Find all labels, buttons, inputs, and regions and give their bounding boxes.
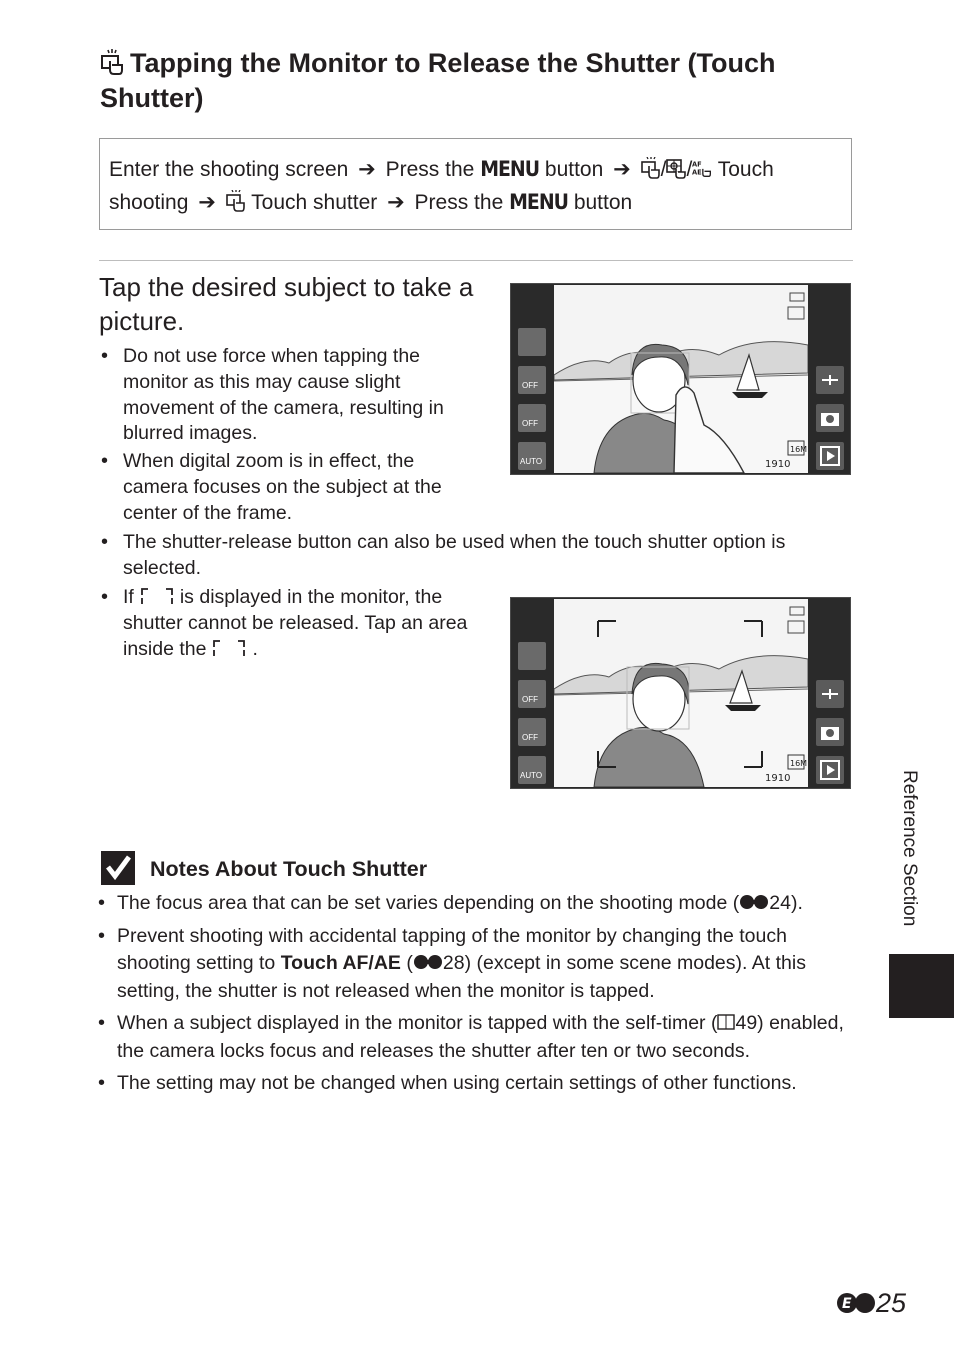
notes-list (97, 890, 862, 1103)
image-size-text: 16M (790, 759, 808, 768)
book-reference-icon (717, 1014, 735, 1030)
section-divider (99, 260, 853, 261)
touch-shutter-icon (226, 190, 246, 212)
nav-text: button (573, 191, 633, 214)
list-item: • The focus area that can be set varies depending on the shooting mode ( 24). (97, 890, 862, 918)
step-heading: Tap the desired subject to take a picture. (99, 272, 474, 336)
list-item: • Do not use force when tapping the monitor as this may cause slight movement of the camera, resulting in blurred images. (100, 344, 465, 447)
slider-icon (816, 366, 844, 394)
focus-brackets-icon (212, 639, 246, 657)
section-tab (889, 954, 954, 1018)
list-item: • If is displayed in the monitor, the shutter cannot be released. Tap an area inside the . (100, 585, 475, 662)
svg-text:E: E (842, 1296, 852, 1312)
list-item: • When a subject displayed in the monitor is tapped with the self-timer ( 49) enabled, the camera locks focus and releases the shutter after ten or two seconds. (97, 1010, 862, 1065)
shots-remaining-text: 1910 (765, 773, 791, 784)
arrow-right-icon: ➔ (387, 191, 405, 214)
slider-icon (816, 680, 844, 708)
arrow-right-icon: ➔ (198, 191, 216, 214)
live-view (554, 285, 808, 473)
step-bullets (100, 585, 475, 664)
list-item: • Prevent shooting with accidental tapping of the monitor by changing the touch shooting setting to Touch AF/AE ( 28) (except in some scene modes). At this setting, the shutter is not released when the monitor is tapped. (97, 923, 862, 1006)
side-section-label: Reference Section (899, 770, 920, 927)
image-size-text: 16M (790, 445, 808, 454)
reference-section-icon (739, 894, 769, 910)
reference-section-icon (836, 1292, 876, 1314)
flash-mode-button[interactable]: AUTO (518, 442, 546, 470)
scene-illustration (554, 285, 808, 473)
exposure-compensation-button[interactable] (518, 642, 546, 670)
svg-text:AF: AF (692, 160, 702, 169)
playback-button[interactable] (816, 756, 844, 784)
focus-brackets-icon (140, 587, 174, 605)
arrow-right-icon: ➔ (613, 158, 631, 181)
nav-text: shooting (109, 191, 189, 214)
play-icon (816, 442, 844, 470)
menu-path-box (99, 138, 852, 230)
macro-mode-button[interactable]: OFF (518, 366, 546, 394)
camera-monitor-illustration (510, 597, 851, 789)
shooting-mode-button[interactable] (816, 718, 844, 746)
touch-shutter-icon (641, 157, 661, 179)
list-item: • The shutter-release button can also be used when the touch shutter option is selected. (100, 530, 830, 582)
title-text: Tapping the Monitor to Release the Shutter (Touch Shutter) (100, 48, 776, 113)
step-bullets (100, 344, 465, 529)
subject-tracking-icon (666, 157, 686, 179)
playback-button[interactable] (816, 442, 844, 470)
nav-separator: / (686, 158, 693, 181)
shots-remaining-text: 1910 (765, 459, 791, 470)
exposure-compensation-button[interactable] (518, 328, 546, 356)
macro-mode-button[interactable]: OFF (518, 680, 546, 708)
nav-text: button (544, 158, 604, 181)
nav-text: Press the (414, 191, 504, 214)
nav-text: Enter the shooting screen (109, 158, 349, 181)
self-timer-button[interactable]: OFF (518, 404, 546, 432)
slider-button[interactable] (816, 680, 844, 708)
nav-text: Touch shutter (251, 191, 378, 214)
list-item: • When digital zoom is in effect, the camera focuses on the subject at the center of the frame. (100, 449, 465, 526)
live-view (554, 599, 808, 787)
touch-af-ae-icon (692, 157, 712, 179)
svg-text:AE: AE (692, 168, 702, 177)
notes-heading: Notes About Touch Shutter (150, 857, 428, 881)
camera-icon (816, 718, 844, 746)
list-item: • The setting may not be changed when using certain settings of other functions. (97, 1070, 862, 1098)
scene-illustration (554, 599, 808, 787)
nav-separator: / (660, 158, 667, 181)
self-timer-button[interactable]: OFF (518, 718, 546, 746)
camera-monitor-illustration (510, 283, 851, 475)
arrow-right-icon: ➔ (358, 158, 376, 181)
nav-text: Press the (385, 158, 475, 181)
page-title (100, 46, 860, 116)
slider-button[interactable] (816, 366, 844, 394)
checkmark-note-icon (101, 851, 135, 885)
touch-shutter-icon (100, 49, 124, 75)
play-icon (816, 756, 844, 784)
menu-button-glyph: MENU (480, 157, 540, 181)
reference-section-icon (413, 954, 443, 970)
flash-mode-button[interactable]: AUTO (518, 756, 546, 784)
shooting-mode-button[interactable] (816, 404, 844, 432)
menu-button-glyph: MENU (509, 190, 568, 214)
page-number: E 25 (836, 1288, 906, 1319)
camera-icon (816, 404, 844, 432)
nav-text: Touch (717, 158, 774, 181)
step-bullets (100, 530, 830, 584)
